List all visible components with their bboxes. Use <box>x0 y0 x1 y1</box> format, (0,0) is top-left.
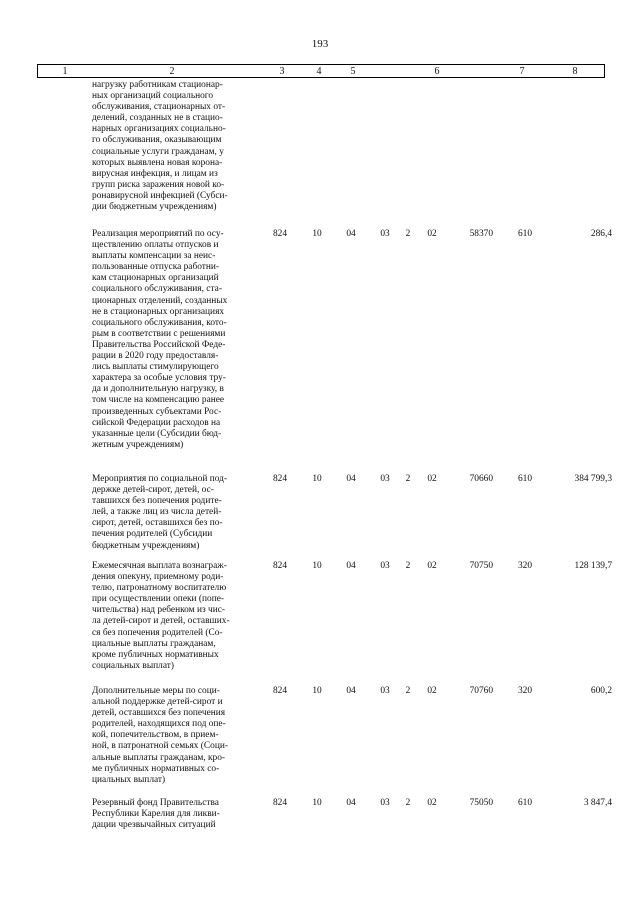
code-section: 10 <box>312 798 322 808</box>
code-subprogram: 2 <box>405 474 411 484</box>
code-direction: 70760 <box>469 686 493 696</box>
header-col-3: 3 <box>279 66 285 77</box>
code-subprogram: 2 <box>405 798 411 808</box>
code-expense-type: 610 <box>517 474 533 484</box>
code-main-activity: 02 <box>427 561 437 571</box>
code-main-activity: 02 <box>427 798 437 808</box>
code-direction: 70660 <box>469 474 493 484</box>
code-subprogram: 2 <box>405 686 411 696</box>
row-description: Резервный фонд Правительства Республики Карелия для ликви- дации чрезвычайных ситуаций <box>92 798 220 831</box>
code-direction: 58370 <box>469 229 493 239</box>
code-expense-type: 320 <box>517 561 533 571</box>
code-subprogram: 2 <box>405 229 411 239</box>
code-subsection: 04 <box>346 474 356 484</box>
code-program: 03 <box>380 798 390 808</box>
amount: 600,2 <box>590 686 612 696</box>
amount: 3 847,4 <box>583 798 612 808</box>
code-program: 03 <box>380 474 390 484</box>
code-subsection: 04 <box>346 229 356 239</box>
code-expense-type: 610 <box>517 798 533 808</box>
header-col-8: 8 <box>572 66 578 77</box>
code-main-activity: 02 <box>427 686 437 696</box>
code-subprogram: 2 <box>405 561 411 571</box>
code-subsection: 04 <box>346 798 356 808</box>
amount: 286,4 <box>590 229 612 239</box>
header-col-4: 4 <box>316 66 322 77</box>
header-col-7: 7 <box>519 66 525 77</box>
code-admin: 824 <box>272 798 288 808</box>
header-col-2: 2 <box>169 66 175 77</box>
code-expense-type: 610 <box>517 229 533 239</box>
code-direction: 75050 <box>469 798 493 808</box>
code-admin: 824 <box>272 229 288 239</box>
code-subsection: 04 <box>346 686 356 696</box>
code-program: 03 <box>380 229 390 239</box>
header-col-5: 5 <box>350 66 356 77</box>
row-description: Ежемесячная выплата вознаграж- дения опекуну, приемному роди- телю, патронатному воспитателю при осуществлении опеки (попе- чительства) над ребенком из чис- ла детей-сирот и детей, оставших- ся без попечения родителей (Со- циальные выплаты гражданам, кроме публичных нормативных социальных выплат) <box>92 561 230 671</box>
code-section: 10 <box>312 229 322 239</box>
amount: 384 799,3 <box>574 474 612 484</box>
code-admin: 824 <box>272 474 288 484</box>
code-program: 03 <box>380 686 390 696</box>
code-admin: 824 <box>272 561 288 571</box>
code-subsection: 04 <box>346 561 356 571</box>
code-main-activity: 02 <box>427 474 437 484</box>
code-admin: 824 <box>272 686 288 696</box>
page-number: 193 <box>311 38 329 50</box>
row-description: Дополнительные меры по соци- альной поддержке детей-сирот и детей, оставшихся без попечения родителей, находящихся под опе- кой, попечительством, в прием- ной, в патронатной семьях (Соци- альные выплаты гражданам, кро- ме публичных нормативных со- циальных выплат) <box>92 686 229 785</box>
row-description: Реализация мероприятий по осу- ществлению оплаты отпусков и выплаты компенсации за неис- пользованные отпуска работни- кам стационарных организаций социального обслуживания, ста- ционарных отделений, созданных не в стационарных организациях социального обслуживания, кото- рым в соответствии с решениями Правительства Российской Феде- рации в 2020 году предоставля- лись выплаты стимулирующего характера за особые условия тру- да и дополнительную нагрузку, в том числе на компенсацию ранее произведенных субъектами Рос- сийской Федерации расходов на указанные цели (Субсидии бюд- жетным учреждениям) <box>92 229 228 450</box>
code-direction: 70750 <box>469 561 493 571</box>
code-section: 10 <box>312 686 322 696</box>
code-program: 03 <box>380 561 390 571</box>
amount: 128 139,7 <box>574 561 612 571</box>
code-expense-type: 320 <box>517 686 533 696</box>
header-col-1: 1 <box>62 66 68 77</box>
row-description: Мероприятия по социальной под- держке детей-сирот, детей, ос- тавшихся без попечения родите- лей, а также лиц из числа детей- сирот, детей, оставшихся без по- печения родителей (Субсидии бюджетным учреждениям) <box>92 474 228 551</box>
code-section: 10 <box>312 474 322 484</box>
header-col-6: 6 <box>434 66 440 77</box>
row-description: нагрузку работникам стационар- ных организаций социального обслуживания, стационарных от- делений, созданных не в стацио- нарных организациях социально- го обслуживания, оказывающим социальные услуги гражданам, у которых выявлена новая корона- вирусная инфекция, и лицам из групп риска заражения новой ко- ронавирусной инфекцией (Субси- дии бюджетным учреждениям) <box>92 80 228 213</box>
code-main-activity: 02 <box>427 229 437 239</box>
code-section: 10 <box>312 561 322 571</box>
